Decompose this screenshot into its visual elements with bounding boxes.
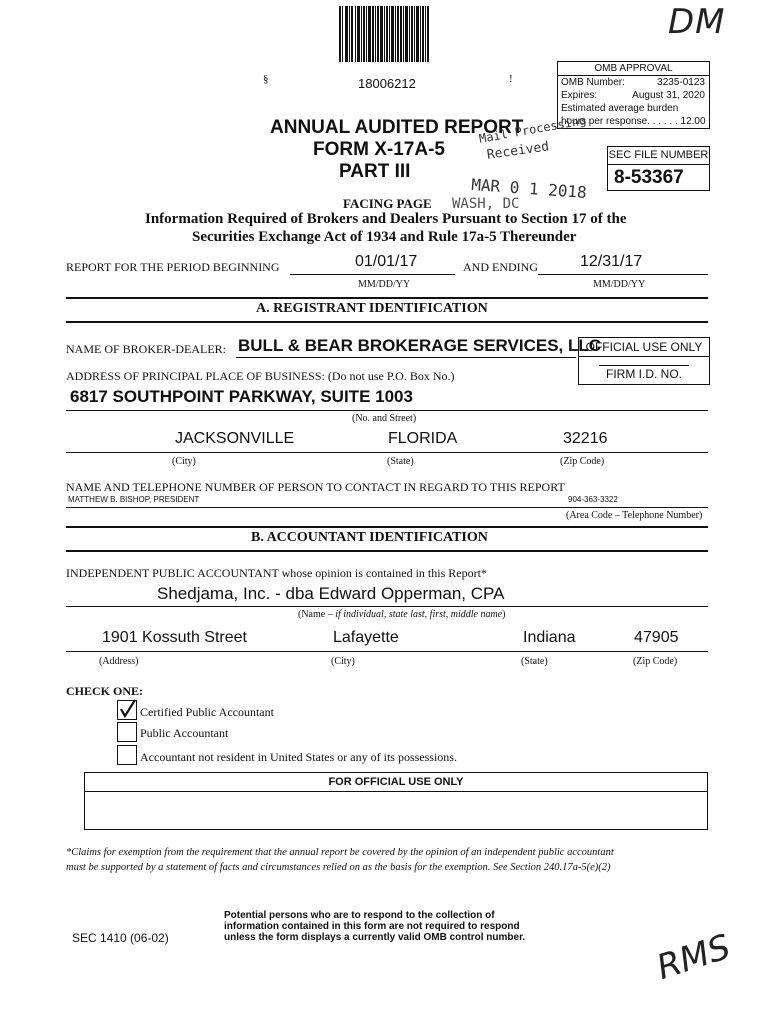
form-number: 18006212 <box>358 76 416 91</box>
street-line <box>66 410 708 411</box>
section-a-top-rule <box>66 297 708 299</box>
footnote-line1: *Claims for exemption from the requirement that the annual report be covered by the opinion of an independent public accountant <box>66 847 614 858</box>
omb-title: OMB APPROVAL <box>594 63 673 74</box>
contact-label: NAME AND TELEPHONE NUMBER OF PERSON TO CONTACT IN REGARD TO THIS REPORT <box>66 480 565 494</box>
state-value[interactable]: FLORIDA <box>388 430 458 447</box>
omb-expires-value: August 31, 2020 <box>632 90 705 101</box>
official-use-box <box>578 337 710 385</box>
period-end-value[interactable]: 12/31/17 <box>580 253 643 270</box>
section-a-heading: A. REGISTRANT IDENTIFICATION <box>256 301 488 316</box>
city-value[interactable]: JACKSONVILLE <box>175 430 295 447</box>
received-stamp-line1: Mail Processing <box>478 113 588 146</box>
accountant-address-caption: (Address) <box>99 656 139 667</box>
street-caption: (No. and Street) <box>352 413 417 424</box>
name-caption-suffix: ) <box>502 609 506 620</box>
period-end-line <box>538 274 708 275</box>
omb-burden-line2: hours per response. . . . . . 12.00 <box>561 116 706 127</box>
period-begin-line <box>290 274 455 275</box>
form-code: SEC 1410 (06-02) <box>72 931 169 945</box>
accountant-name[interactable]: Shedjama, Inc. - dba Edward Opperman, CPA <box>157 584 505 603</box>
facing-page-line2: Securities Exchange Act of 1934 and Rule 17a-5 Thereunder <box>192 229 577 245</box>
for-official-use-label: FOR OFFICIAL USE ONLY <box>328 776 464 788</box>
broker-name-value[interactable]: BULL & BEAR BROKERAGE SERVICES, LLC <box>238 336 602 355</box>
for-official-use-box <box>84 772 708 830</box>
received-stamp-city: WASH, DC <box>452 196 520 212</box>
checkbox-public-accountant[interactable] <box>117 722 137 742</box>
accountant-name-line <box>66 606 708 607</box>
firm-id-label: FIRM I.D. NO. <box>606 367 682 381</box>
omb-number-label: OMB Number: <box>561 77 625 88</box>
contact-name[interactable]: MATTHEW B. BISHOP, PRESIDENT <box>68 495 200 504</box>
official-use-label: OFFICIAL USE ONLY <box>585 340 703 354</box>
accountant-address[interactable]: 1901 Kossuth Street <box>102 629 247 646</box>
check-one-label: CHECK ONE: <box>66 684 144 698</box>
handwritten-initials-bottom: RMS <box>652 926 736 989</box>
option-public-label: Public Accountant <box>140 726 229 740</box>
checkbox-certified-public-accountant[interactable] <box>117 700 137 720</box>
omb-number-value: 3235-0123 <box>657 77 705 88</box>
address-label: ADDRESS OF PRINCIPAL PLACE OF BUSINESS: (Do not use P.O. Box No.) <box>66 369 455 383</box>
period-and-ending: AND ENDING <box>463 260 538 274</box>
section-b-heading: B. ACCOUNTANT IDENTIFICATION <box>251 530 488 545</box>
facing-page-line1: Information Required of Brokers and Dealers Pursuant to Section 17 of the <box>145 211 627 227</box>
omb-notice-line2: information contained in this form are not required to respond <box>224 921 520 932</box>
option-certified-label: Certified Public Accountant <box>140 705 274 719</box>
omb-notice-line1: Potential persons who are to respond to the collection of <box>224 910 495 921</box>
omb-expires-label: Expires: <box>561 90 598 101</box>
section-a-bottom-rule <box>66 321 708 323</box>
phone-caption: (Area Code – Telephone Number) <box>566 510 703 521</box>
contact-phone[interactable]: 904-363-3322 <box>568 495 618 504</box>
received-stamp-line2: Received <box>486 139 551 163</box>
omb-burden-line1: Estimated average burden <box>561 103 679 114</box>
name-caption-italic: if individual, state last, first, middle name <box>335 609 503 620</box>
stray-mark-left: § <box>263 73 269 85</box>
form-title-line1: ANNUAL AUDITED REPORT <box>270 117 524 138</box>
zip-value[interactable]: 32216 <box>563 430 608 447</box>
period-begin-label: REPORT FOR THE PERIOD BEGINNING <box>66 260 280 274</box>
section-b-bottom-rule <box>66 550 708 552</box>
accountant-zip-caption: (Zip Code) <box>633 656 678 667</box>
broker-name-line <box>236 357 576 358</box>
form-title-line2: FORM X-17A-5 <box>313 139 445 160</box>
street-value[interactable]: 6817 SOUTHPOINT PARKWAY, SUITE 1003 <box>70 387 413 406</box>
omb-notice-line3: unless the form displays a currently valid OMB control number. <box>224 932 526 943</box>
accountant-city[interactable]: Lafayette <box>333 629 399 646</box>
period-begin-value[interactable]: 01/01/17 <box>355 253 418 270</box>
sec-file-number-label: SEC FILE NUMBER <box>608 149 709 161</box>
accountant-city-caption: (City) <box>331 656 355 667</box>
checkbox-not-resident[interactable] <box>117 745 137 765</box>
option-not-resident-label: Accountant not resident in United States or any of its possessions. <box>140 750 457 764</box>
state-caption: (State) <box>387 456 414 467</box>
facing-page-label: FACING PAGE <box>343 196 432 211</box>
period-end-format: MM/DD/YY <box>593 279 646 290</box>
sec-file-number-box <box>607 146 710 191</box>
accountant-name-caption <box>298 609 506 620</box>
zip-caption: (Zip Code) <box>560 456 605 467</box>
name-caption-prefix: (Name – <box>298 609 336 620</box>
stray-mark-right: ! <box>509 73 513 85</box>
footnote-line2: must be supported by a statement of facts and circumstances relied on as the basis for the exemption. See Section 240.17a-5(e)(2) <box>66 862 611 873</box>
accountant-label: INDEPENDENT PUBLIC ACCOUNTANT whose opinion is contained in this Report* <box>66 566 487 580</box>
section-b-top-rule <box>66 526 708 528</box>
period-begin-format: MM/DD/YY <box>358 279 411 290</box>
city-state-zip-line <box>66 452 708 453</box>
handwritten-initials-top: DM <box>668 2 726 42</box>
accountant-zip[interactable]: 47905 <box>634 629 679 646</box>
form-title-line3: PART III <box>339 161 411 182</box>
city-caption: (City) <box>172 456 196 467</box>
contact-line <box>66 507 708 508</box>
checkmark-icon <box>117 699 137 719</box>
received-stamp-date: MAR 0 1 2018 <box>470 175 588 203</box>
accountant-state[interactable]: Indiana <box>523 629 576 646</box>
accountant-state-caption: (State) <box>521 656 548 667</box>
accountant-address-line <box>66 651 708 652</box>
barcode <box>339 6 429 62</box>
broker-name-label: NAME OF BROKER-DEALER: <box>66 342 227 356</box>
sec-file-number-value: 8-53367 <box>614 167 684 188</box>
